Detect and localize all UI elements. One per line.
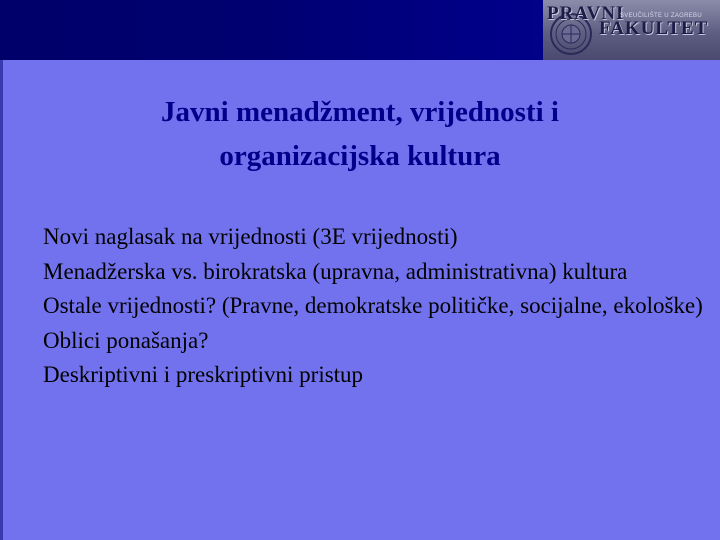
bullet-item: Deskriptivni i preskriptivni pristup xyxy=(43,362,364,387)
slide-title xyxy=(60,90,660,178)
slide-frame-edge xyxy=(0,60,3,540)
bullet-item: Oblici ponašanja? xyxy=(43,327,209,353)
bullet-item: Novi naglasak na vrijednosti (3E vrijednosti) xyxy=(43,224,458,249)
slide-title-line-1: Javni menadžment, vrijednosti i xyxy=(161,96,559,128)
logo-word-fakultet: FAKULTET xyxy=(599,18,709,39)
logo-word-pravni: PRAVNI xyxy=(547,3,625,24)
bullet-item: Ostale vrijednosti? (Pravne, demokratske političke, socijalne, ekološke) xyxy=(43,293,703,318)
logo-subtitle: SVEUČILIŠTE U ZAGREBU xyxy=(620,13,702,19)
slide-title-line-2: organizacijska kultura xyxy=(219,140,501,172)
bullet-list xyxy=(43,220,703,393)
bullet-item: Menadžerska vs. birokratska (upravna, administrativna) kultura xyxy=(43,258,628,284)
faculty-logo xyxy=(543,0,720,60)
